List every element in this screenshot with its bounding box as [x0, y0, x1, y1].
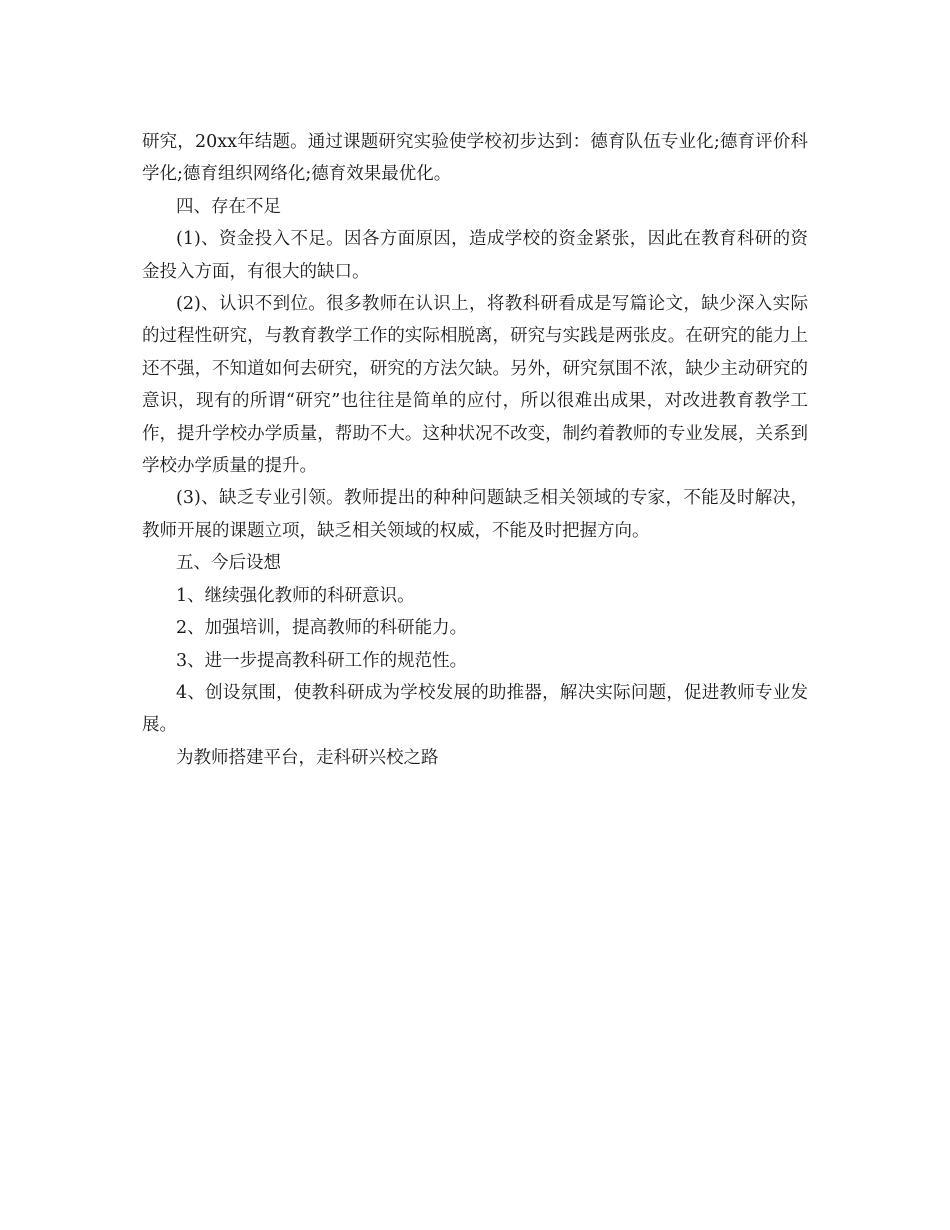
- list-item-3: 3、进一步提高教科研工作的规范性。: [176, 650, 468, 671]
- document-body: [142, 126, 808, 774]
- paragraph-awareness: (2)、认识不到位。很多教师在认识上，将教科研看成是写篇论文，缺少深入实际的过程性研究，与教育教学工作的实际相脱离，研究与实践是两张皮。在研究的能力上还不强，不知道如何去研究，研究的方法欠缺。另外，研究氛围不浓，缺少主动研究的意识，现有的所谓“研究”也往往是简单的应付，所以很难出成果，对改进教育教学工作，提升学校办学质量，帮助不大。这种状况不改变，制约着教师的专业发展，关系到学校办学质量的提升。: [142, 294, 808, 477]
- paragraph-funding: (1)、资金投入不足。因各方面原因，造成学校的资金紧张，因此在教育科研的资金投入方面，有很大的缺口。: [142, 229, 808, 282]
- paragraph-continuation: 研究，20xx年结题。通过课题研究实验使学校初步达到：德育队伍专业化;德育评价科学化;德育组织网络化;德育效果最优化。: [142, 132, 808, 185]
- closing-line: 为教师搭建平台，走科研兴校之路: [176, 747, 439, 768]
- section-heading-future-plans: 五、今后设想: [176, 553, 281, 574]
- list-item-4: 4、创设氛围，使教科研成为学校发展的助推器，解决实际问题，促进教师专业发展。: [142, 682, 808, 736]
- section-heading-shortcomings: 四、存在不足: [176, 196, 281, 217]
- list-item-2: 2、加强培训，提高教师的科研能力。: [176, 618, 468, 639]
- list-item-1: 1、继续强化教师的科研意识。: [176, 585, 415, 606]
- paragraph-guidance: (3)、缺乏专业引领。教师提出的种种问题缺乏相关领域的专家，不能及时解决，教师开展的课题立项，缺乏相关领域的权威，不能及时把握方向。: [142, 488, 808, 541]
